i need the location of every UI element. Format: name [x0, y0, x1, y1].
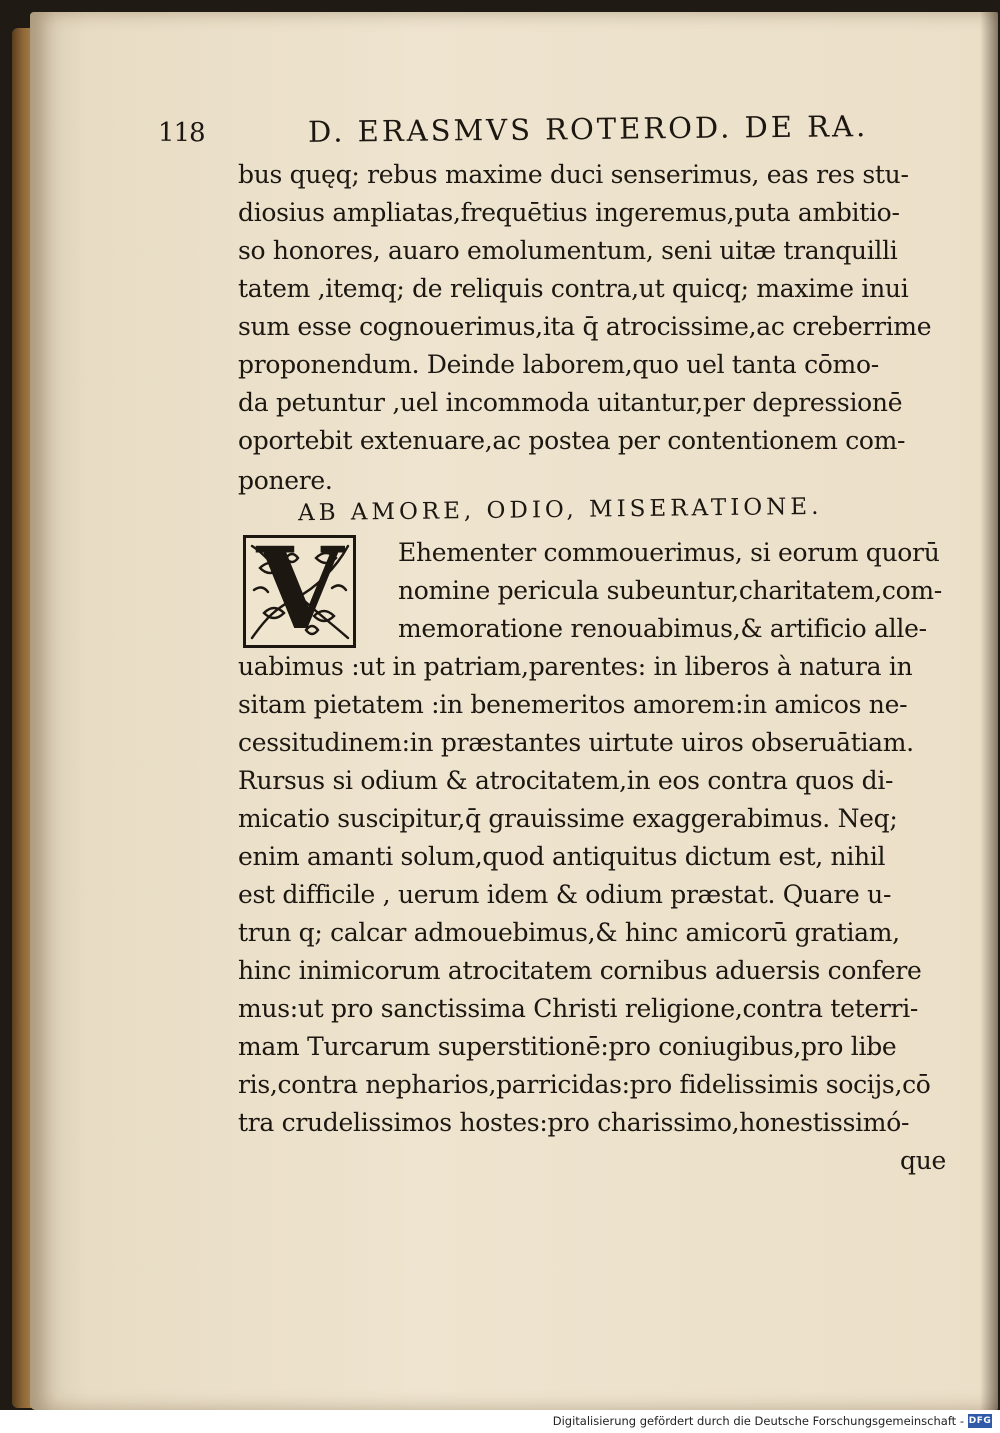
text-line: ponere.	[238, 466, 333, 495]
funding-credit: Digitalisierung gefördert durch die Deutsche Forschungsgemeinschaft -	[552, 1414, 964, 1428]
text-line: nomine pericula subeuntur,charitatem,com-	[398, 576, 942, 605]
decorated-initial-v-icon	[243, 535, 356, 648]
catchword: que	[900, 1146, 946, 1175]
text-line: mus:ut pro sanctissima Christi religione,contra teterri-	[238, 994, 919, 1023]
text-line: cessitudinem:in præstantes uirtute uiros obseruātiam.	[238, 728, 914, 757]
text-line: memoratione renouabimus,& artificio alle-	[398, 614, 927, 643]
text-line: sitam pietatem :in benemeritos amorem:in amicos ne-	[238, 690, 908, 719]
text-line: tra crudelissimos hostes:pro charissimo,honestissimó-	[238, 1108, 910, 1137]
text-line: uabimus :ut in patriam,parentes: in liberos à natura in	[238, 652, 913, 681]
text-line: enim amanti solum,quod antiquitus dictum est, nihil	[238, 842, 886, 871]
text-line: ris,contra nepharios,parricidas:pro fidelissimis socijs,cō	[238, 1070, 931, 1099]
text-line: proponendum. Deinde laborem,quo uel tanta cōmo-	[238, 350, 879, 379]
initial-letter: V	[256, 535, 344, 648]
page-number: 118	[157, 117, 205, 149]
section-heading: AB AMORE, ODIO, MISERATIONE.	[297, 493, 823, 527]
dfg-logo-icon: DFG	[968, 1416, 992, 1426]
text-line: Rursus si odium & atrocitatem,in eos contra quos di-	[238, 766, 894, 795]
text-line: micatio suscipitur,q̄ grauissime exaggerabimus. Neq;	[238, 804, 898, 833]
text-line: mam Turcarum superstitionē:pro coniugibus,pro libe	[238, 1032, 897, 1061]
gutter-shadow	[980, 12, 998, 1410]
running-head: D. ERASMVS ROTEROD. DE RA.	[307, 109, 869, 149]
text-line: sum esse cognouerimus,ita q̄ atrocissime,ac creberrime	[238, 312, 932, 341]
text-line: tatem ,itemq; de reliquis contra,ut quicq; maxime inui	[238, 274, 909, 303]
text-line: Ehementer commouerimus, si eorum quorū	[398, 538, 940, 567]
text-line: da petuntur ,uel incommoda uitantur,per depressionē	[238, 388, 903, 417]
text-line: so honores, auaro emolumentum, seni uitæ tranquilli	[238, 236, 898, 265]
text-line: oportebit extenuare,ac postea per contentionem com-	[238, 426, 906, 455]
text-line: bus quęq; rebus maxime duci senserimus, eas res stu-	[238, 160, 909, 189]
text-line: trun q; calcar admouebimus,& hinc amicorū gratiam,	[238, 918, 900, 947]
text-line: diosius ampliatas,frequētius ingeremus,puta ambitio-	[238, 198, 900, 227]
text-line: est difficile , uerum idem & odium præstat. Quare u-	[238, 880, 892, 909]
text-line: hinc inimicorum atrocitatem cornibus aduersis confere	[238, 956, 922, 985]
